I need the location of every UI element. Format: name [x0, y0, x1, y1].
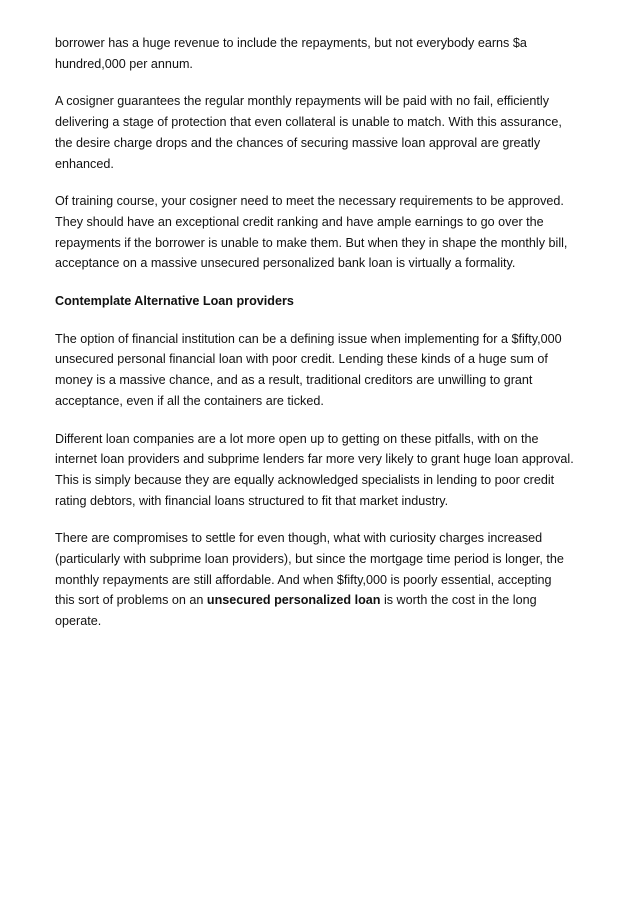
text-line: enhanced. — [55, 156, 114, 171]
text-line: acceptance on a massive unsecured personalized bank loan is virtually a formality. — [55, 256, 516, 271]
text-line: They should have an exceptional credit ranking and have ample earnings to go over the — [55, 214, 544, 229]
text-line: money is a massive chance, and as a result, traditional creditors are unwilling to grant — [55, 373, 533, 388]
text-line: repayments if the borrower is unable to make them. But when they in shape the monthly bill, — [55, 235, 568, 250]
text-line: operate. — [55, 614, 102, 629]
paragraph-4 — [55, 329, 585, 412]
text-line: the desire charge drops and the chances of securing massive loan approval are greatly — [55, 135, 541, 150]
paragraph-2 — [55, 91, 585, 174]
text-line: Of training course, your cosigner need to meet the necessary requirements to be approved. — [55, 194, 564, 209]
paragraph-3 — [55, 191, 585, 274]
text-line: delivering a stage of protection that even collateral is unable to match. With this assurance, — [55, 115, 562, 130]
text-line-with-bold — [55, 590, 585, 611]
document-page — [55, 33, 585, 649]
section-heading: Contemplate Alternative Loan providers — [55, 294, 294, 309]
paragraph-5 — [55, 429, 585, 512]
text-line: A cosigner guarantees the regular monthly repayments will be paid with no fail, efficiently — [55, 94, 549, 109]
text-line: hundred,000 per annum. — [55, 56, 193, 71]
bold-keyword: unsecured personalized loan — [206, 593, 381, 608]
text-line: This is simply because they are equally acknowledged specialists in lending to poor credit — [55, 472, 555, 487]
text-line: rating debtors, with financial loans structured to fit that market industry. — [55, 493, 449, 508]
text-line: (particularly with subprime loan providers), but since the mortgage time period is longer, the — [55, 552, 564, 567]
text-fragment: is worth the cost in the long — [380, 593, 537, 608]
text-line: The option of financial institution can be a defining issue when implementing for a $fifty,000 — [55, 331, 562, 346]
paragraph-1 — [55, 33, 585, 74]
text-line: unsecured personal financial loan with poor credit. Lending these kinds of a huge sum of — [55, 352, 548, 367]
text-fragment: this sort of problems on an — [55, 593, 207, 608]
text-line: acceptance, even if all the containers are ticked. — [55, 393, 324, 408]
text-line: monthly repayments are still affordable. And when $fifty,000 is poorly essential, accepting — [55, 572, 552, 587]
text-line: There are compromises to settle for even though, what with curiosity charges increased — [55, 531, 543, 546]
text-line: internet loan providers and subprime lenders far more very likely to grant huge loan approval. — [55, 452, 574, 467]
paragraph-6 — [55, 528, 585, 632]
text-line: Different loan companies are a lot more open up to getting on these pitfalls, with on the — [55, 431, 539, 446]
text-line: borrower has a huge revenue to include the repayments, but not everybody earns $a — [55, 36, 527, 50]
